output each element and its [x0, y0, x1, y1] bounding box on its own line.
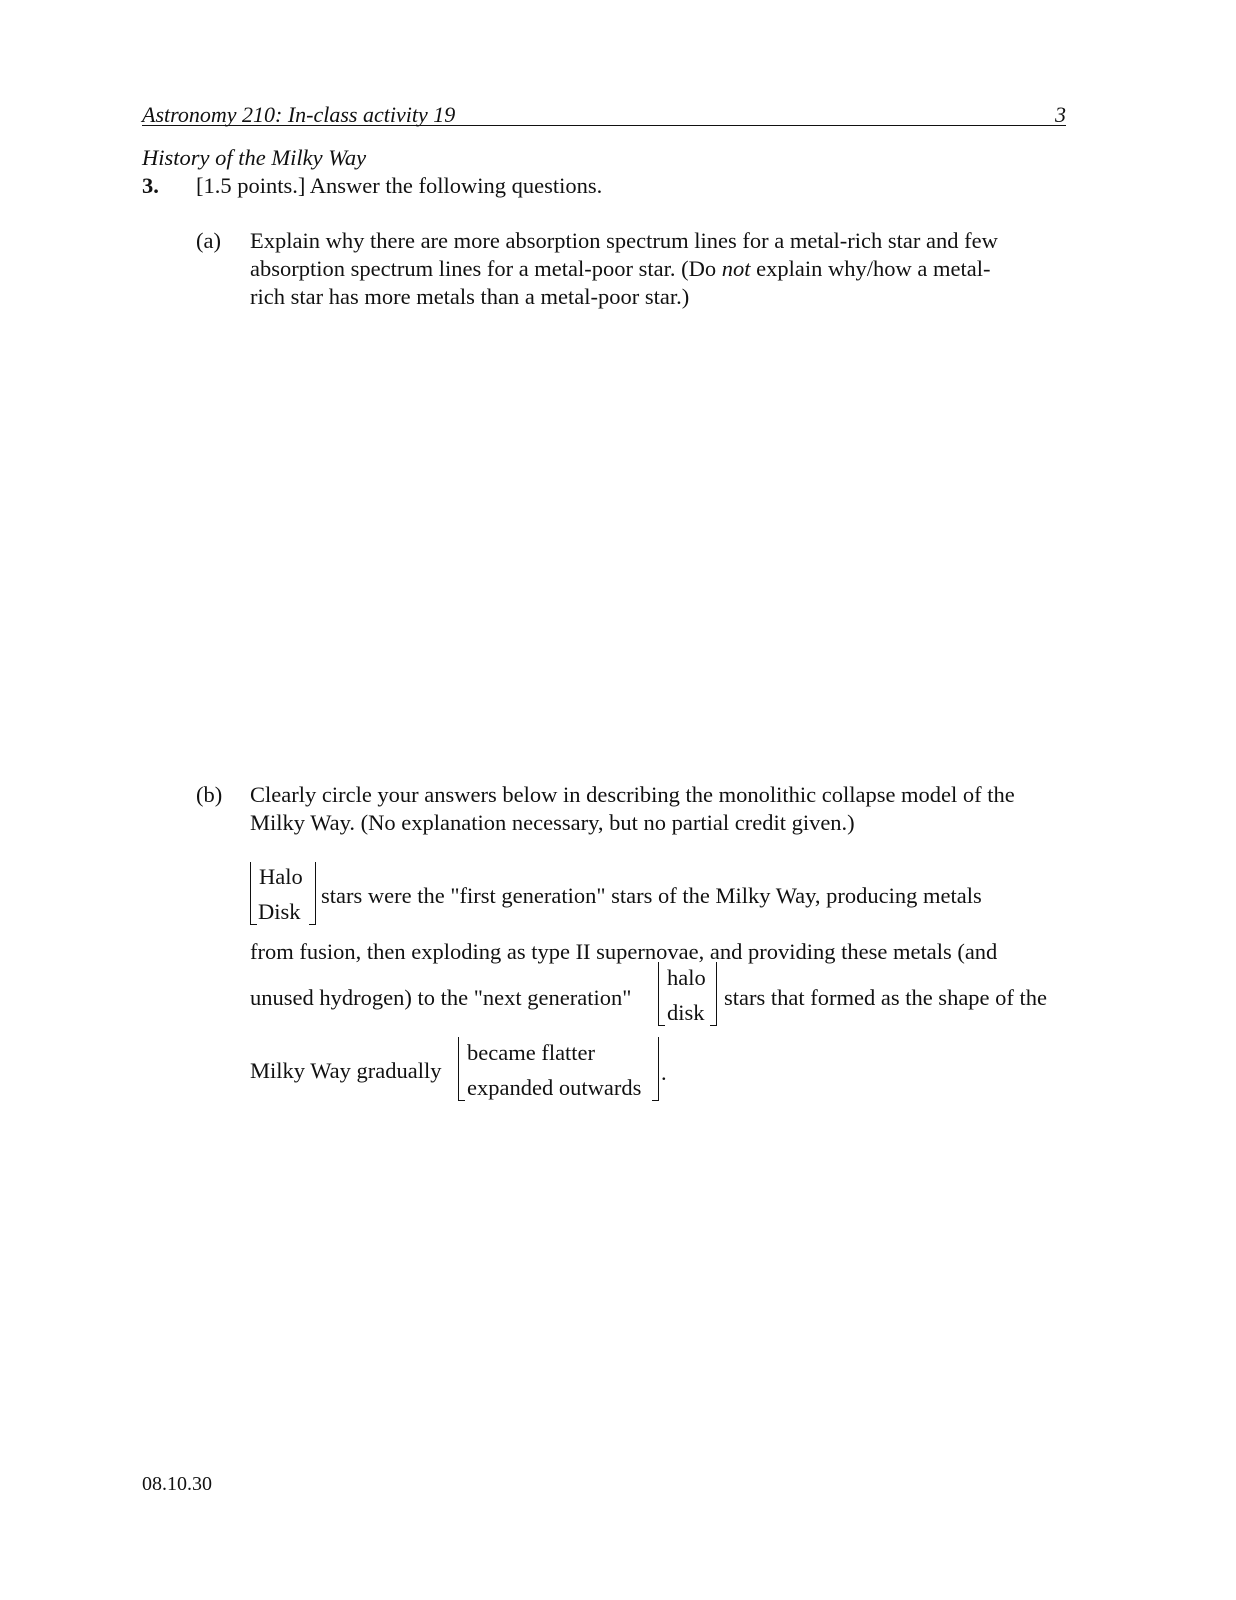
page-header — [142, 101, 1066, 126]
course-title: Astronomy 210: In-class activity 19 — [142, 102, 456, 127]
question-number: 3. — [142, 173, 159, 198]
option-disk[interactable]: disk — [667, 1000, 705, 1025]
part-a-line-3: rich star has more metals than a metal-poor star.) — [250, 284, 690, 309]
statement-end: . — [661, 1060, 667, 1085]
part-a-label: (a) — [196, 228, 221, 253]
footer-date: 08.10.30 — [142, 1473, 212, 1495]
statement-text-3: unused hydrogen) to the "next generation" — [250, 985, 632, 1010]
section-title: History of the Milky Way — [142, 145, 367, 170]
part-a-line-2-start: absorption spectrum lines for a metal-poor star. (Do — [250, 256, 722, 281]
option-disk[interactable]: Disk — [258, 899, 301, 924]
option-became-flatter[interactable]: became flatter — [467, 1040, 596, 1065]
choice-shape-change[interactable] — [458, 1037, 659, 1101]
option-halo[interactable]: Halo — [259, 864, 303, 889]
choice-next-generation[interactable] — [658, 962, 717, 1026]
page-number: 3 — [1055, 102, 1066, 127]
choice-first-generation[interactable] — [250, 862, 316, 925]
part-a-line-1: Explain why there are more absorption spectrum lines for a metal-rich star and few — [250, 228, 998, 253]
statement-text-1: stars were the "first generation" stars of the Milky Way, producing metals — [321, 883, 982, 908]
part-b-line-1: Clearly circle your answers below in describing the monolithic collapse model of the — [250, 782, 1015, 807]
part-a-line-2 — [250, 255, 990, 283]
part-a-line-2-end: explain why/how a metal- — [750, 256, 991, 281]
option-expanded-outwards[interactable]: expanded outwards — [467, 1075, 642, 1100]
statement-text-4: stars that formed as the shape of the — [724, 985, 1048, 1010]
part-b-label: (b) — [196, 782, 223, 807]
part-b-line-2: Milky Way. (No explanation necessary, but no partial credit given.) — [250, 810, 855, 835]
statement-text-2: from fusion, then exploding as type II supernovae, and providing these metals (and — [250, 939, 998, 964]
emphasis: not — [721, 256, 751, 281]
statement-text-5: Milky Way gradually — [250, 1058, 442, 1083]
option-halo[interactable]: halo — [667, 965, 706, 990]
question-intro: [1.5 points.] Answer the following questions. — [196, 173, 603, 198]
